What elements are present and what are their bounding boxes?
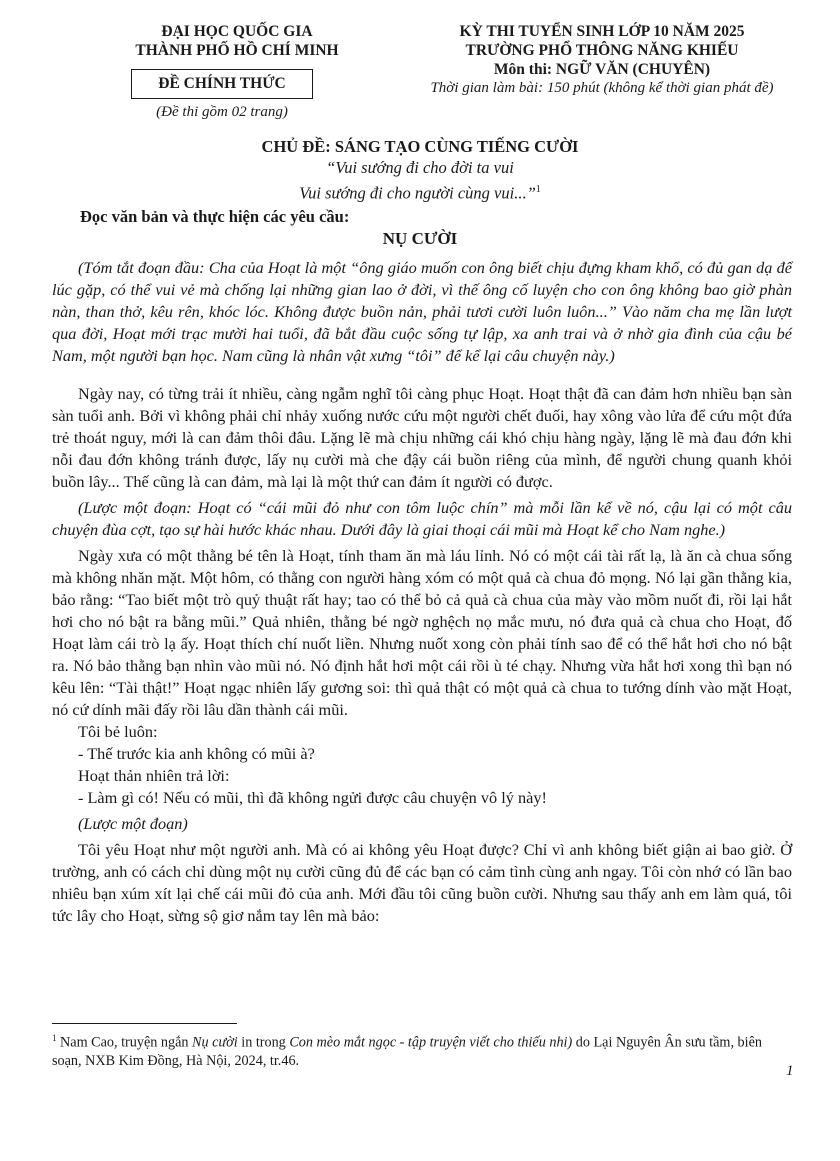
exam-info-block xyxy=(412,22,792,98)
footnote-story-title: Nụ cười xyxy=(192,1034,238,1051)
summary-paragraph: (Tóm tắt đoạn đầu: Cha của Hoạt là một “ông giáo muốn con ông biết chịu đựng kham khổ, có đủ gan dạ để lúc gặp, có thể vui vẻ mà chống lại những gian lao ở đời, vì thế ông cố luyện cho con ông không bao giờ phàn nàn, than thở, kêu rên, khóc lóc. Không được buồn nản, phải tươi cười luôn luôn...” Vào năm cha mẹ lần lượt qua đời, Hoạt mới trạc mười hai tuổi, đã bắt đầu cuộc sống tự lập, xa anh trai và ở nhờ gia đình của cậu bé Nam, một người bạn học. Nam cũng là nhân vật xưng “tôi” để kể lại câu chuyện này.) xyxy=(52,258,792,365)
exam-title: KỲ THI TUYỂN SINH LỚP 10 NĂM 2025 xyxy=(459,23,745,40)
footnote-book-title: Con mèo mắt ngọc - tập truyện viết cho thiếu nhi) xyxy=(289,1034,573,1051)
epigraph-line-1: “Vui sướng đi cho đời ta vui xyxy=(326,158,514,177)
dialog-line-1: Tôi bẻ luôn: xyxy=(78,722,158,741)
epigraph-line-2: Vui sướng đi cho người cùng vui...”$^1$ xyxy=(299,183,541,203)
issuer-block xyxy=(112,22,362,60)
theme-title: CHỦ ĐỀ: SÁNG TẠO CÙNG TIẾNG CƯỜI xyxy=(261,137,579,156)
skip-note-1: (Lược một đoạn: Hoạt có “cái mũi đỏ như con tôm luộc chín” mà mỗi lần kể về nó, cậu lại có một câu chuyện đùa cợt, tạo sự hài hước khác nhau. Dưới đây là giai thoại cái mũi mà Hoạt kể cho Nam nghe.) xyxy=(52,498,792,539)
footnote-ref: 1 xyxy=(535,184,541,195)
time-note: Thời gian làm bài: 150 phút (không kể thời gian phát đề) xyxy=(430,80,774,96)
pages-note: (Đề thi gồm 02 trang) xyxy=(156,104,288,120)
footnote-marker: 1 xyxy=(52,1033,57,1043)
paragraph-1: Ngày nay, có từng trải ít nhiều, càng ngẫm nghĩ tôi càng phục Hoạt. Hoạt thật đã can đảm hơn nhiều bạn sàn sàn tuổi anh. Bởi vì không phải chỉ nhảy xuống nước cứu một người chết đuối, hay xông vào lửa để cứu một đứa trẻ thoát nguy, mới là can đảm thôi đâu. Lặng lẽ mà chịu những cái khó chịu hàng ngày, lặng lẽ mà đau đớn khi nỗi đau đớn không tránh được, lấy nụ cười mà che đậy cái buồn riêng của mình, để người chung quanh khỏi buồn lây... Thế cũng là can đảm, mà lại là một thứ can đảm ít người có được. xyxy=(52,384,792,491)
epigraph xyxy=(0,157,840,205)
official-exam-label: ĐỀ CHÍNH THỨC xyxy=(131,69,313,99)
university-line-1: ĐẠI HỌC QUỐC GIA xyxy=(161,23,313,40)
skip-note-2: (Lược một đoạn) xyxy=(78,814,188,833)
university-line-2: THÀNH PHỐ HỒ CHÍ MINH xyxy=(135,42,339,59)
page-number: 1 xyxy=(786,1063,794,1079)
school-name: TRƯỜNG PHỔ THÔNG NĂNG KHIẾU xyxy=(465,42,739,59)
footnote: $^1$ Nam Cao, truyện ngắn Nụ cười in trong Con mèo mắt ngọc - tập truyện viết cho thiếu nhi) do Lại Nguyên Ân sưu tầm, biên soạn, NXB Kim Đồng, Hà Nội, 2024, tr.46. xyxy=(52,1033,762,1069)
dialog-line-3: Hoạt thản nhiên trả lời: xyxy=(78,766,230,785)
paragraph-3: Tôi yêu Hoạt như một người anh. Mà có ai không yêu Hoạt được? Chỉ vì anh không biết giận ai bao giờ. Ở trường, anh có cách chỉ dùng một nụ cười cũng đủ để các bạn có cảm tình cùng anh ngay. Tôi còn nhớ có lần bao nhiêu bạn xúm xít lại chế cái mũi đỏ của anh. Mới đầu tôi cũng buồn cười. Nhưng sau thấy anh em làm quá, tôi tức lây cho Hoạt, sừng sộ giơ nắm tay lên mà bảo: xyxy=(52,840,792,925)
paragraph-2: Ngày xưa có một thằng bé tên là Hoạt, tính tham ăn mà láu lỉnh. Nó có một cái tài rất lạ, là ăn cà chua sống mà không nhăn mặt. Một hôm, có thằng con người hàng xóm có một quả cà chua đỏ mọng. Nó lại gần thằng kia, bảo rằng: “Tao biết một trò quỷ thuật rất hay; tao có thể bỏ cả quả cà chua của mày vào mồm nuốt đi, rồi lại hắt hơi cho nó bật ra bằng mũi.” Quả nhiên, thằng bé ngờ nghệch nọ mắc mưu, nó đưa quả cà chua cho Hoạt, đố Hoạt làm cái trò lạ ấy. Hoạt thích chí nuốt liền. Nhưng nuốt xong còn phải tính sao để có thể hắt hơi cho nó bật ra. Nó bảo thằng bạn nhìn vào mũi nó. Nó định hắt hơi một cái rồi ù té chạy. Nhưng vừa hắt hơi xong thì bạn nó kêu lên: “Tài thật!” Hoạt ngạc nhiên lấy gương soi: thì quả thật có một quả cà chua to tướng dính vào mặt Hoạt, nó cứ dính mãi đấy rồi lâu dần thành cái mũi. xyxy=(52,546,792,719)
instruction: Đọc văn bản và thực hiện các yêu cầu: xyxy=(80,207,350,226)
footnote-divider xyxy=(52,1023,237,1024)
story-title: NỤ CƯỜI xyxy=(382,229,458,248)
dialog-line-2: - Thế trước kia anh không có mũi à? xyxy=(78,744,315,763)
dialog-line-4: - Làm gì có! Nếu có mũi, thì đã không ngửi được câu chuyện vô lý này! xyxy=(78,788,547,807)
subject: Môn thi: NGỮ VĂN (CHUYÊN) xyxy=(493,61,711,78)
story-text xyxy=(52,257,792,927)
